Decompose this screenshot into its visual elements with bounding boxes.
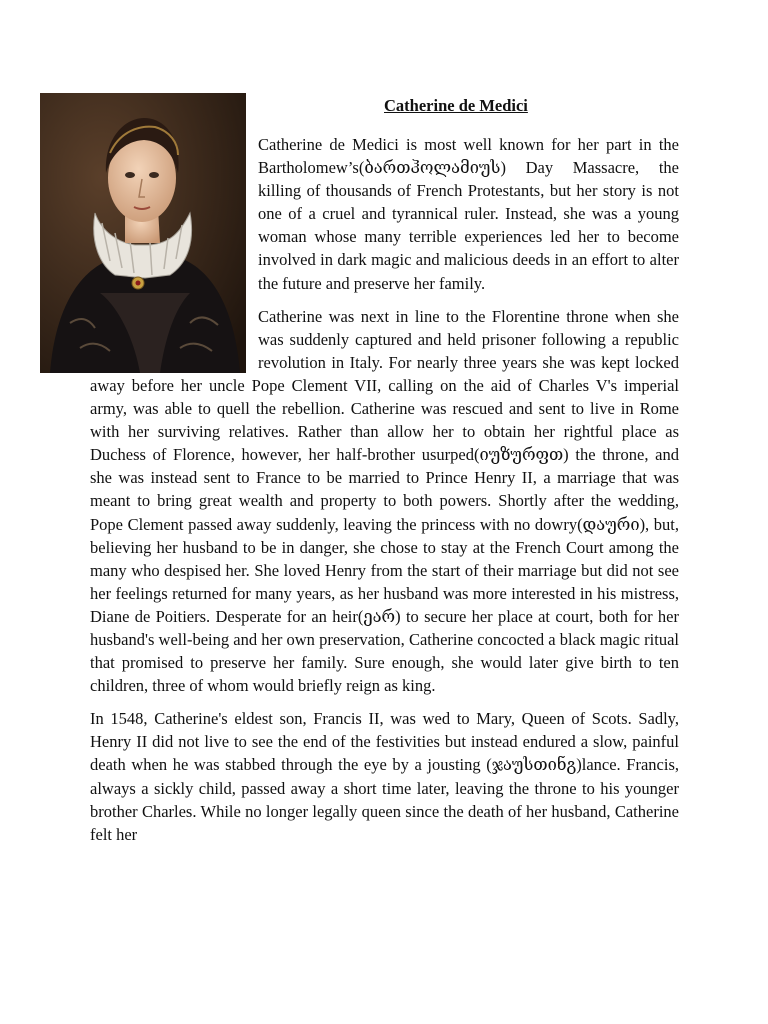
paragraph-1: Catherine de Medici is most well known for her part in the Bartholomew’s(ბართჰოლამიუს) Day Massacre, the killing of thousands of French Protestants, but her story is not one of a cruel and tyrannical ruler. Instead, she was a young woman whose many terrible experiences led her to become involved in dark magic and malicious deeds in an effort to alter the future and preserve her family. xyxy=(258,135,679,293)
portrait-spacer xyxy=(90,133,258,373)
document-title: Catherine de Medici xyxy=(384,96,528,115)
paragraph-3: In 1548, Catherine's eldest son, Francis II, was wed to Mary, Queen of Scots. Sadly, Henry II did not live to see the end of the festivities but instead endured a slow, painful death when he was stabbed through the eye by a jousting (ჯაუსთინგ)lance. Francis, always a sickly child, passed away a short time later, leaving the throne to his younger brother Charles. While no longer legally queen since the death of her husband, Catherine felt her xyxy=(90,709,679,844)
document-body xyxy=(90,133,679,856)
paragraph-2: Catherine was next in line to the Florentine throne when she was suddenly captured and held prisoner following a republic revolution in Italy. For nearly three years she was kept locked away before her uncle Pope Clement VII, calling on the aid of Charles V's imperial army, was able to quell the rebellion. Catherine was rescued and sent to live in Rome with her surviving relatives. Rather than allow her to obtain her rightful place as Duchess of Florence, however, her half-brother usurped(იუზურფთ) the throne, and she was instead sent to France to be married to Prince Henry II, a marriage that was meant to bring great wealth and property to both powers. Shortly after the wedding, Pope Clement passed away suddenly, leaving the princess with no dowry(დაური), but, believing her husband to be in danger, she chose to stay at the French Court among the many who despised her. She loved Henry from the start of their marriage but did not see her feelings returned for many years, as her husband was more interested in his mistress, Diane de Poitiers. Desperate for an heir(ეარ) to secure her place at court, both for her husband's well-being and her own preservation, Catherine concocted a black magic ritual that promised to preserve her family. Sure enough, she would later give birth to ten children, three of whom would briefly reign as king. xyxy=(90,306,679,696)
